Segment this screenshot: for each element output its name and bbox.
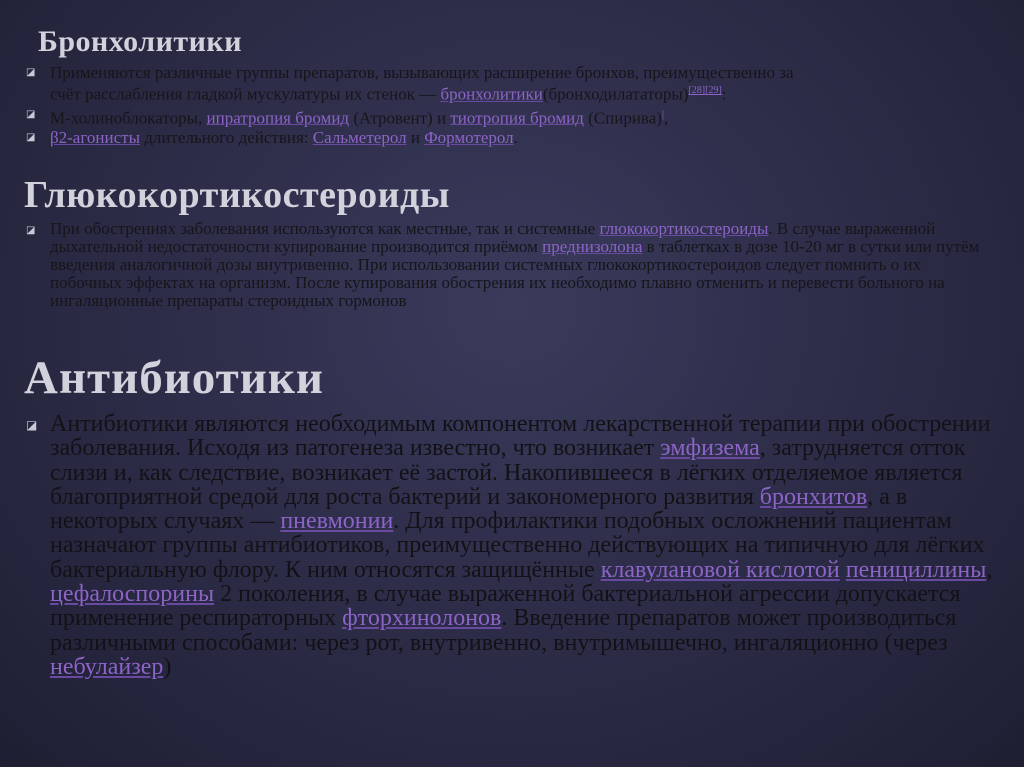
bullet-icon: ◪	[26, 225, 36, 236]
link-nebulizer[interactable]: небулайзер	[50, 653, 164, 680]
list-item: ◪ М-холиноблокаторы, ипратропия бромид (Атровент) и тиотропия бромид (Спирива)|,	[26, 108, 669, 128]
link-beta2-agonists[interactable]: β2-агонисты	[50, 128, 140, 148]
link-bronchitis[interactable]: бронхитов	[759, 483, 868, 510]
link-glucocorticosteroids[interactable]: глюкокортикостероиды	[599, 219, 769, 238]
link-bronchodilators[interactable]: бронхолитики	[440, 84, 543, 104]
link-cephalosporins[interactable]: цефалоспорины	[50, 581, 215, 608]
link-emphysema[interactable]: эмфизема	[660, 435, 760, 462]
link-salmeterol[interactable]: Сальметерол	[312, 128, 407, 148]
ref-link[interactable]: [29]	[705, 85, 722, 96]
ref-link[interactable]: |	[661, 108, 664, 120]
link-tiotropium[interactable]: тиотропия бромид	[450, 108, 584, 128]
bullet-icon: ◪	[26, 132, 36, 144]
link-pneumonia[interactable]: пневмонии	[280, 508, 394, 535]
section-title-glucocorticosteroids: Глюкокортикостероиды	[24, 174, 450, 216]
link-clavulanic-acid[interactable]: клавулановой кислотой	[600, 556, 840, 583]
list-item: ◪ β2-агонисты длительного действия: Сальметерол и Формотерол.	[26, 128, 518, 148]
link-prednisolone[interactable]: преднизолона	[542, 237, 643, 256]
bullet-icon: ◪	[26, 418, 38, 432]
list-item: ◪ При обострениях заболевания используются как местные, так и системные глюкокортикостероиды. В случае выраженной дыхательной недостаточности купирование производится приёмом преднизолона в таблетках в дозе 10-20 мг в сутки или путём введения аналогичной дозы внутривенно. При использовании системных глюкокортикостероидов следует помнить о их побочных эффектах на организм. После купирования обострения их необходимо плавно отменить и перевести больного на ингаляционные препараты стероидных гормонов	[26, 219, 980, 310]
link-ipratropium[interactable]: ипратропия бромид	[206, 108, 350, 128]
bullet-icon: ◪	[26, 108, 36, 120]
list-item: ◪ Применяются различные группы препаратов, вызывающих расширение бронхов, преимущественно за счёт расслабления гладкой мускулатуры их стенок — бронхолитики(бронходилататоры)[28][29]:	[26, 63, 794, 104]
section-title-bronchodilators: Бронхолитики	[38, 25, 242, 58]
section-antibiotics	[0, 348, 1024, 679]
list-item: ◪ Антибиотики являются необходимым компонентом лекарственной терапии при обострении заболевания. Исходя из патогенеза известно, что возникает эмфизема, затрудняется отток слизи и, как следствие, возникает её застой. Накопившееся в лёгких отделяемое является благоприятной средой для роста бактерий и закономерного развития бронхитов, а в некоторых случаях — пневмонии. Для профилактики подобных осложнений пациентам назначают группы антибиотиков, преимущественно действующих на типичную для лёгких бактериальную флору. К ним относятся защищённые клавулановой кислотой пенициллины, цефалоспорины 2 поколения, в случае выраженной бактериальной агрессии допускается применение респираторных фторхинолонов. Введение препаратов может производиться различными способами: через рот, внутривенно, внутримышечно, ингаляционно (через небулайзер)	[26, 411, 993, 680]
section-glucocorticosteroids	[0, 172, 1024, 310]
link-fluoroquinolones[interactable]: фторхинолонов	[342, 605, 502, 632]
link-formoterol[interactable]: Формотерол	[424, 128, 514, 148]
ref-link[interactable]: [28]	[688, 85, 706, 96]
section-title-antibiotics: Антибиотики	[24, 352, 324, 404]
section-bronchodilators	[0, 22, 1024, 147]
link-penicillins[interactable]: пенициллины	[845, 556, 987, 583]
bullet-icon: ◪	[26, 67, 36, 78]
